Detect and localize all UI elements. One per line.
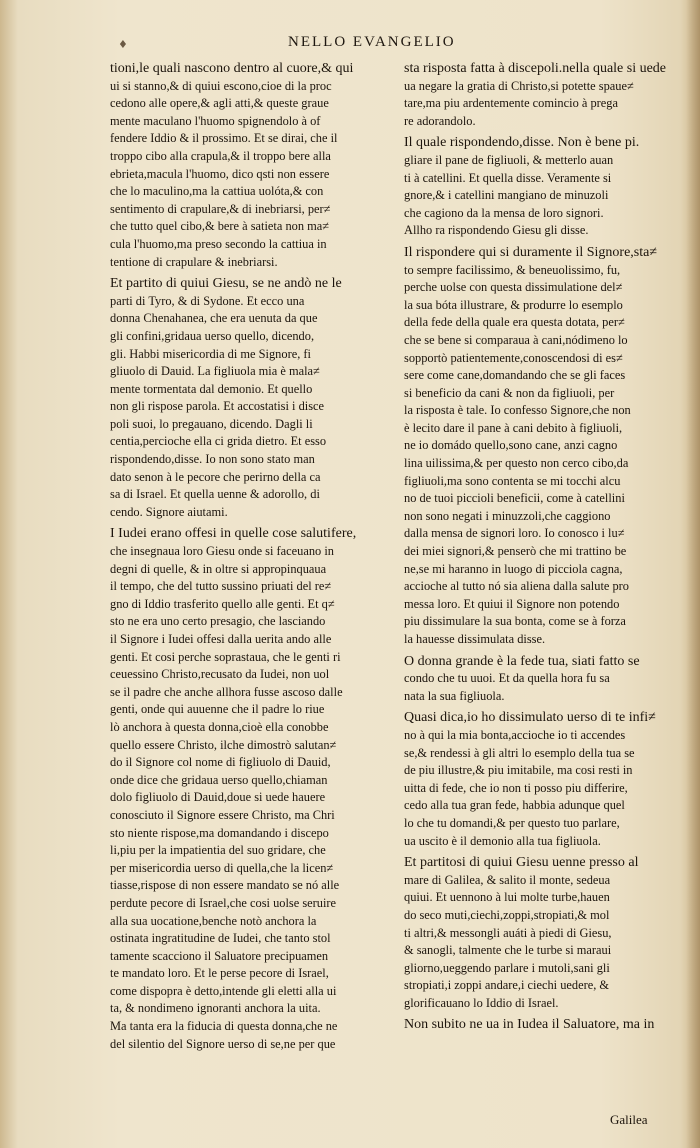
text-line: perdute pecore di Israel,che cosi uolse seruire [110, 895, 337, 910]
text-line: si beneficio da cani & non da figliuoli, per [404, 385, 615, 400]
text-line: mente tormentata dal demonio. Et quello [110, 381, 313, 396]
text-line: cula l'huomo,ma preso secondo la cattiua in [110, 236, 327, 251]
paragraph [110, 60, 390, 271]
text-line: li,piu per la impatientia del suo gridare, che [110, 843, 326, 858]
text-line: per misericordia uerso di quella,che la licen≠ [110, 860, 334, 875]
text-line: parti di Tyro, & di Sydone. Et ecco una [110, 293, 305, 308]
ornament-mark: ♦ [118, 38, 128, 51]
text-line: che cagiono da la mensa de loro signori. [404, 205, 604, 220]
text-line: il Signore i Iudei offesi dalla uerita ando alle [110, 632, 332, 646]
text-line: Non subito ne ua in Iudea il Saluatore, ma in [404, 1017, 655, 1033]
text-line: non sono negati i minuzzoli,che caggiono [404, 508, 611, 523]
text-line: gliorno,ueggendo parlare i mutoli,sani gli [404, 960, 610, 975]
text-line: tiasse,rispose di non essere mandato se nó alle [110, 878, 340, 893]
text-line: ostinata ingratitudine de Iudei, che tanto stol [110, 931, 331, 946]
text-line: ui si stanno,& di quiui escono,cioe di la proc [110, 78, 332, 93]
text-line: la sua bóta illustrare, & produrre lo esemplo [404, 297, 623, 312]
text-line: piu dissimulare la sua bonta, come se à forza [404, 614, 626, 629]
text-line: ti altri,& messongli auáti à piedi di Giesu, [404, 925, 612, 940]
text-line: Ma tanta era la fiducia di questa donna,che ne [110, 1019, 338, 1034]
text-line: Il quale rispondendo,disse. Non è bene pi. [404, 135, 640, 151]
text-line: ta, & nondimeno ignoranti anchora la uita. [110, 1001, 321, 1016]
text-line: non gli rispose parola. Et accostatisi i disce [110, 399, 325, 414]
right-column [404, 60, 686, 1038]
text-line: do il Signore col nome di figliuolo di Dauid, [110, 755, 331, 770]
text-line: che tutto quel cibo,& bere à satieta non ma≠ [110, 219, 330, 234]
text-line: to sempre facilissimo, & beneuolissimo, fu, [404, 262, 621, 277]
text-line: figliuoli,ma sono contenta se mi tocchi alcu [404, 473, 621, 488]
text-line: se,& rendessi à gli altri lo esemplo della tua se [404, 745, 635, 760]
text-line: lò anchora à questa donna,cioè ella conobbe [110, 719, 329, 734]
text-line: come dispopra è detto,intende gli eletti alla ui [110, 983, 337, 998]
text-line: I Iudei erano offesi in quelle cose salutifere, [110, 526, 357, 542]
text-line: mente maculano l'huomo spignendolo à of [110, 113, 321, 128]
text-line: centia,percioche ella ci grida dietro. Et esso [110, 434, 327, 449]
text-line: ne,se mi haranno in luogo di picciola cagna, [404, 561, 623, 576]
paragraph [404, 134, 686, 240]
text-line: dalla mensa de signori loro. Io conosco i lu≠ [404, 526, 625, 541]
text-line: glorificauano lo Iddio di Israel. [404, 995, 559, 1010]
text-line: Il rispondere qui si duramente il Signore,sta≠ [404, 244, 658, 260]
text-line: gliare il pane de figliuoli, & metterlo auan [404, 152, 614, 167]
text-line: sta risposta fatta à discepoli.nella quale si uede [404, 61, 667, 76]
paragraph [404, 244, 686, 649]
paragraph [110, 525, 390, 1053]
text-line: no à qui la mia bonta,accioche io ti accendes [404, 727, 626, 742]
text-line: che se bene si comparaua à cani,nódimeno lo [404, 332, 628, 347]
text-line: condo che tu uuoi. Et da quella hora fu sa [404, 671, 610, 686]
text-line: ebrieta,macula l'huomo, dico qsti non essere [110, 166, 330, 181]
text-line: mare di Galilea, & salito il monte, sedeua [404, 872, 611, 887]
text-line: accioche al tutto nó sia aliena dalla salute pro [404, 579, 630, 594]
text-line: la risposta è tale. Io confesso Signore,che non [404, 403, 631, 418]
text-line: Allho ra rispondendo Giesu gli disse. [404, 223, 589, 238]
text-line: perche uolse con questa dissimulatione del≠ [404, 280, 623, 295]
text-line: la hauesse dissimulata disse. [404, 632, 546, 646]
text-line: & sanogli, talmente che le turbe si maraui [404, 943, 612, 958]
text-line: è lecito dare il pane à cani debito à figliuoli, [404, 420, 623, 435]
text-line: messa loro. Et quiui il Signore non potendo [404, 596, 620, 611]
text-line: poli suoi, lo pregauano, dicendo. Dagli li [110, 416, 313, 431]
text-line: cedono alle opere,& agli atti,& queste graue [110, 96, 329, 111]
text-line: sere come cane,domandando che se gli faces [404, 368, 626, 383]
text-line: della fede della quale era questa dotata, per≠ [404, 315, 625, 330]
text-line: degni di quelle, & in oltre si appropinquaua [110, 561, 327, 576]
running-head: NELLO EVANGELIO [288, 34, 456, 50]
text-line: il tempo, che del tutto sussino priuati del re≠ [110, 579, 332, 594]
text-line: tamente scacciono il Saluatore precipuamen [110, 948, 329, 963]
text-line: ceuessino Christo,recusato da Iudei, non uol [110, 667, 330, 682]
text-line: gnore,& i catellini mangiano de minuzoli [404, 188, 609, 203]
text-line: sopportò patientemente,conoscendosi di es≠ [404, 350, 623, 365]
text-line: do seco muti,ciechi,zoppi,stropiati,& mol [404, 907, 610, 922]
text-line: sto niente rispose,ma domandando i discepo [110, 825, 329, 840]
text-line: cendo. Signore aiutami. [110, 504, 228, 519]
text-line: alla sua uocatione,benche notò anchora la [110, 913, 317, 928]
text-line: sa di Israel. Et quella uenne & adorollo, di [110, 487, 320, 502]
text-line: gliuolo di Dauid. La figliuola mia è mala≠ [110, 364, 320, 379]
text-line: no de tuoi piccioli beneficii, come à catellini [404, 491, 625, 506]
text-line: gli. Habbi misericordia di me Signore, fi [110, 346, 311, 361]
text-line: de piu illustre,& piu imitabile, ma cosi resti in [404, 763, 633, 778]
text-line: uitta di fede, che io non ti posso piu differire, [404, 780, 628, 795]
text-line: cedo alla tua gran fede, habbia adunque quel [404, 798, 625, 813]
text-line: re adorandolo. [404, 113, 476, 128]
text-line: Et partito di quiui Giesu, se ne andò ne le [110, 276, 342, 292]
paragraph [110, 275, 390, 521]
text-line: tentione di crapulare & inebriarsi. [110, 254, 278, 269]
left-column [110, 60, 390, 1057]
text-line: onde dice che gridaua uerso quello,chiaman [110, 772, 328, 787]
text-line: Et partitosi di quiui Giesu uenne presso al [404, 855, 639, 871]
text-line: del silentio del Signore uerso di se,ne per que [110, 1036, 336, 1051]
text-line: sentimento di crapulare,& di inebriarsi, per≠ [110, 201, 331, 216]
text-line: lina uilissima,& per questo non cerco cibo,da [404, 456, 629, 471]
paragraph [404, 854, 686, 1012]
text-line: gno di Iddio trasferito quello alle genti. Et q≠ [110, 596, 335, 611]
paragraph [404, 1016, 686, 1034]
text-line: ne io domádo quello,sono cane, anzi cagno [404, 438, 618, 453]
text-line: quello essere Christo, ilche dimostrò salutan≠ [110, 737, 337, 752]
text-line: rispondendo,disse. Io non sono stato man [110, 452, 315, 467]
text-line: genti, onde qui auuenne che il padre lo riue [110, 702, 325, 717]
text-line: che insegnaua loro Giesu onde si faceuano in [110, 544, 334, 559]
paragraph [404, 60, 686, 130]
text-line: quiui. Et uennono à lui molte turbe,hauen [404, 890, 610, 905]
text-line: ti à catellini. Et quella disse. Veramente si [404, 170, 612, 185]
text-line: te mandato loro. Et le perse pecore di Israel, [110, 966, 329, 981]
text-line: tare,ma piu ardentemente comincio à prega [404, 96, 618, 111]
text-line: dato senon à le pecore che perirno della ca [110, 469, 321, 484]
text-line: ua uscito è il demonio alla tua figliuola. [404, 833, 601, 848]
text-line: nata la sua figliuola. [404, 688, 505, 703]
text-line: troppo cibo alla crapula,& il troppo bere alla [110, 148, 331, 163]
text-line: che lo maculino,ma la cattiua uolóta,& con [110, 184, 324, 199]
text-line: gli confini,gridaua uerso quello, dicendo, [110, 328, 315, 343]
text-line: ua negare la gratia di Christo,si potette spaue≠ [404, 78, 634, 93]
text-line: genti. Et cosi perche soprastaua, che le genti ri [110, 649, 341, 664]
text-line: lo che tu domandi,& per questo tuo parlare, [404, 815, 620, 830]
text-line: donna Chenahanea, che era uenuta da que [110, 311, 318, 326]
text-line: se il padre che anche allhora fusse ascoso dalle [110, 684, 343, 699]
page-edge-shadow [686, 0, 700, 1148]
text-line: fendere Iddio & il prossimo. Et se dirai, che il [110, 131, 338, 146]
text-line: conosciuto il Signore essere Christo, ma Chri [110, 807, 335, 822]
text-line: stropiati,i zoppi andare,i ciechi uedere, & [404, 978, 610, 993]
text-line: O donna grande è la fede tua, siati fatto se [404, 653, 640, 669]
text-line: tioni,le quali nascono dentro al cuore,& qui [110, 61, 354, 76]
text-line: dei miei signori,& penserò che mi trattino be [404, 544, 627, 559]
paragraph [404, 709, 686, 850]
text-line: dolo figliuolo di Dauid,doue si uede hauere [110, 790, 326, 805]
paragraph [404, 653, 686, 706]
text-line: Quasi dica,io ho dissimulato uerso di te infi≠ [404, 710, 656, 726]
text-line: sto ne era uno certo presagio, che lasciando [110, 614, 326, 629]
catchword: Galilea [610, 1112, 648, 1127]
